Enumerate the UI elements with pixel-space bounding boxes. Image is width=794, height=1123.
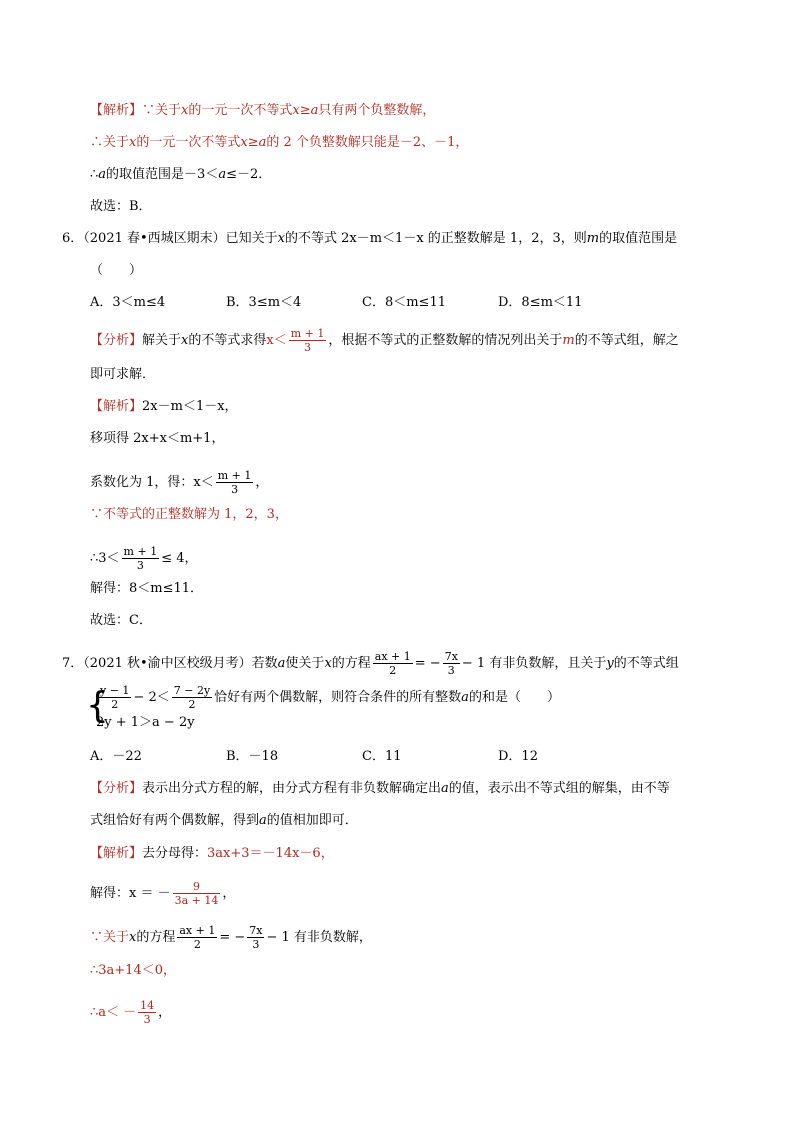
- q7-jiexi-line3: ∵关于x的方程 $\frac{ax + 1}{2}$ = − $\frac{7x}{3}$ − 1 有非负数解，: [90, 924, 372, 951]
- fraction: $\frac{m + 1}{3}$: [290, 327, 325, 354]
- q6-answer-paren: （ ）: [90, 263, 143, 278]
- option-a[interactable]: A．3＜m≤4: [90, 295, 166, 310]
- q7-options: [90, 749, 538, 765]
- q5-analysis-line3: ∴a的取值范围是－3＜a≤－2．: [90, 167, 272, 182]
- analysis-tag: 【分析】: [90, 333, 143, 348]
- option-a[interactable]: A．－22: [90, 749, 142, 764]
- q6-jiexi-line3: 系数化为 1，得：x＜ $\frac{m + 1}{3}$ ，: [90, 469, 269, 496]
- q6-jiexi-line4: ∵不等式的正整数解为 1，2，3，: [90, 507, 288, 522]
- fraction: $\frac{9}{3a + 14}$: [174, 880, 219, 907]
- q7-jiexi-line1: 【解析】去分母得：3ax+3＝－14x－6，: [90, 846, 334, 861]
- analysis-tag: 【解析】: [90, 846, 143, 861]
- q7-jiexi-line5: ∴a＜ － $\frac{14}{3}$ ，: [90, 999, 172, 1026]
- q6-jiexi-line1: 【解析】2x－m＜1－x，: [90, 399, 238, 414]
- q7-fenxi-line1: 【分析】表示出分式方程的解，由分式方程有非负数解确定出a的值，表示出不等式组的解集，由不等: [90, 781, 670, 796]
- fraction: $\frac{ax + 1}{2}$: [179, 924, 216, 951]
- q6-stem: 6．（2021 春•西城区期末）已知关于x的不等式 2x－m＜1－x 的正整数解是 1，2，3，则m的取值范围是: [62, 231, 678, 246]
- option-d[interactable]: D．8≤m＜11: [498, 295, 583, 310]
- fraction: $\frac{7x}{3}$: [249, 924, 263, 951]
- option-c[interactable]: C．11: [362, 749, 402, 764]
- option-b[interactable]: B．－18: [226, 749, 279, 764]
- q7-system-line1: $\frac{y - 1}{2}$ − 2＜ $\frac{7 - 2y}{2}$ 恰好有两个偶数解，则符合条件的所有整数a的和是（ ）: [100, 684, 560, 711]
- q6-jiexi-line2: 移项得 2x+x＜m+1，: [90, 431, 225, 446]
- analysis-tag: 【解析】: [90, 399, 143, 414]
- analysis-tag: 【分析】: [90, 781, 143, 796]
- fraction: $\frac{7 - 2y}{2}$: [173, 684, 211, 711]
- option-b[interactable]: B．3≤m＜4: [226, 295, 302, 310]
- fraction: $\frac{7x}{3}$: [444, 650, 458, 677]
- fraction: $\frac{14}{3}$: [140, 999, 155, 1026]
- q6-answer: 故选：C．: [90, 613, 152, 628]
- q7-jiexi-line4: ∴3a+14＜0，: [90, 963, 176, 978]
- analysis-tag: 【解析】: [90, 103, 143, 118]
- q5-analysis-line1: 【解析】∵关于x的一元一次不等式x≥a只有两个负整数解，: [90, 103, 436, 118]
- option-c[interactable]: C．8＜m≤11: [362, 295, 446, 310]
- fraction: $\frac{m + 1}{3}$: [123, 545, 158, 572]
- fraction: $\frac{ax + 1}{2}$: [374, 650, 411, 677]
- q6-jiexi-line6: 解得：8＜m≤11．: [90, 581, 204, 596]
- q6-fenxi-line1: 【分析】解关于x的不等式求得x＜ $\frac{m + 1}{3}$ ，根据不等式的正整数解的情况列出关于m的不等式组，解之: [90, 327, 679, 354]
- q7-jiexi-line2: 解得：x ＝ － $\frac{9}{3a + 14}$ ，: [90, 880, 236, 907]
- q7-fenxi-line2: 式组恰好有两个偶数解，得到a的值相加即可．: [90, 813, 358, 828]
- option-d[interactable]: D．12: [498, 749, 538, 764]
- q6-jiexi-line5: ∴3＜ $\frac{m + 1}{3}$ ≤ 4，: [90, 545, 198, 572]
- q5-analysis-line2: ∴关于x的一元一次不等式x≥a的 2 个负整数解只能是－2、－1，: [90, 135, 469, 150]
- q6-fenxi-line2: 即可求解．: [90, 367, 156, 382]
- fraction: $\frac{y - 1}{2}$: [100, 684, 130, 711]
- q7-stem: 7．（2021 秋•渝中区校级月考）若数a使关于x的方程 $\frac{ax + 1}{2}$ = − $\frac{7x}{3}$ − 1 有非负数解，且关于y的不等式组: [62, 650, 679, 677]
- system-brace: {: [86, 685, 109, 726]
- q5-answer: 故选：B．: [90, 199, 152, 214]
- q6-options: [90, 295, 582, 311]
- q7-system-line2: 2y + 1＞a − 2y: [96, 715, 195, 730]
- fraction: $\frac{m + 1}{3}$: [217, 469, 252, 496]
